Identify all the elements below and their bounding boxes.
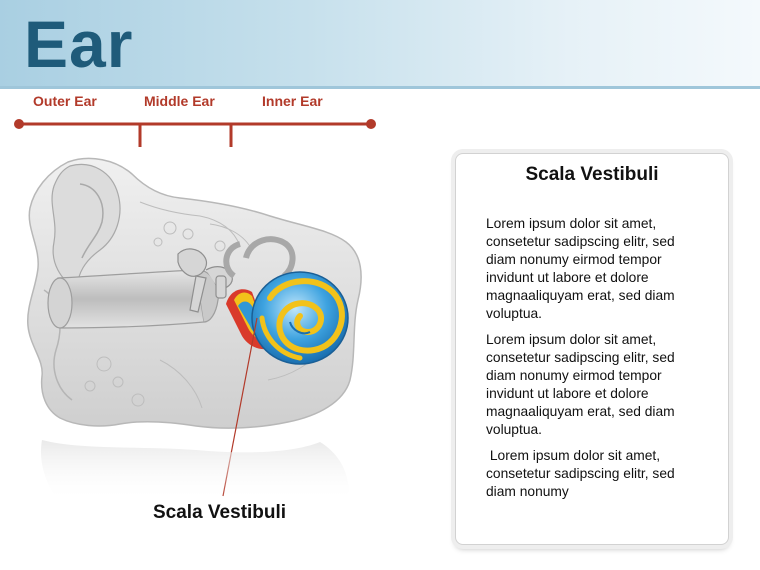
timeline-label-outer-ear[interactable]: Outer Ear [33, 93, 97, 109]
cochlea [252, 272, 348, 364]
info-panel [455, 153, 729, 545]
page-title: Ear [24, 7, 134, 81]
diagram-caption: Scala Vestibuli [153, 502, 287, 523]
ear-canal [58, 270, 204, 328]
info-panel-body [486, 215, 706, 509]
header-banner [0, 0, 760, 89]
info-paragraph: Lorem ipsum dolor sit amet, consetetur sadipscing elitr, sed diam nonumy eirmod tempor invidunt ut labore et dolore magnaaliquyam erat, sed diam voluptua. [486, 216, 675, 321]
diagram-reflection [41, 440, 349, 502]
info-panel-title: Scala Vestibuli [525, 164, 659, 185]
info-paragraph: Lorem ipsum dolor sit amet, consetetur sadipscing elitr, sed diam nonumy [486, 448, 679, 499]
info-paragraph: Lorem ipsum dolor sit amet, consetetur sadipscing elitr, sed diam nonumy eirmod tempor invidunt ut labore et dolore magnaaliquyam erat, sed diam voluptua. [486, 332, 675, 437]
timeline-label-inner-ear[interactable]: Inner Ear [262, 93, 323, 109]
ear-sections-timeline [0, 86, 400, 156]
ear-anatomy-diagram [20, 150, 380, 550]
timeline-label-middle-ear[interactable]: Middle Ear [144, 93, 215, 109]
